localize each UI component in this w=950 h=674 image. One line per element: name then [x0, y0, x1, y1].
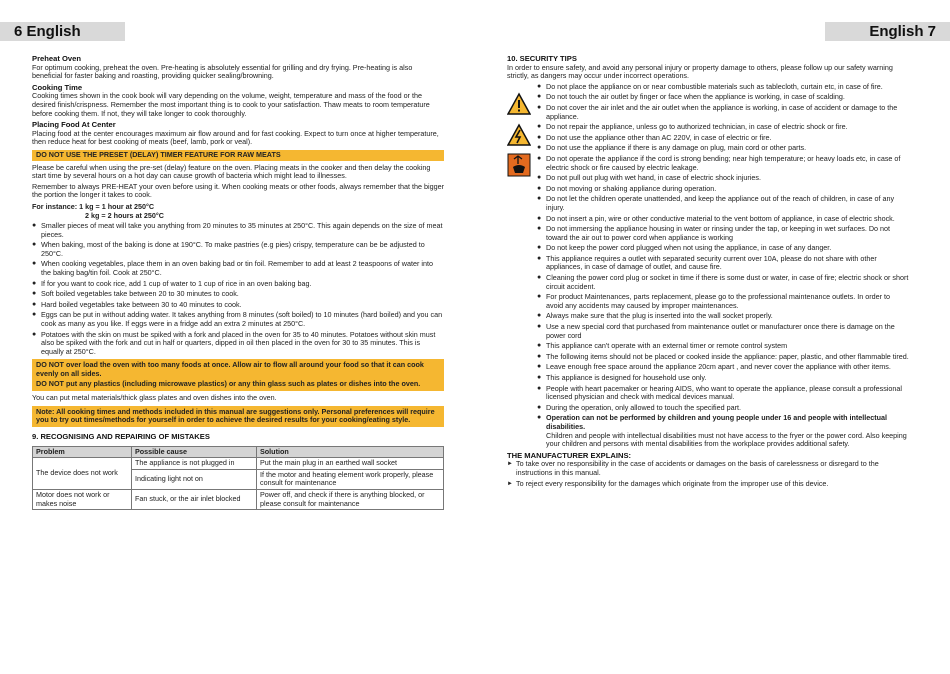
preset-timer-warning: DO NOT USE THE PRESET (DELAY) TIMER FEATURE FOR RAW MEATS [32, 150, 444, 161]
cooking-bullet-list [32, 222, 444, 356]
list-item: ● People with heart pacemaker or hearing AIDS, who want to operate the appliance, please consult a professional licensed physician and check with medical devices manual. [537, 385, 909, 402]
instance-block [32, 203, 444, 220]
column-header-problem: Problem [33, 446, 132, 458]
bold-tip-detail: Children and people with intellectual disabilities must not have access to the fryer or the power cord. Also keeping your children and persons with mental disabilities from the workplace provides additional safety. [546, 430, 907, 449]
list-item: ● Do not let the children operate unattended, and keep the appliance out of the reach of children, in case of any injury. [537, 195, 909, 212]
list-item: ● Do not repair the appliance, unless go to authorized technician, in case of electric shock or fire. [537, 123, 909, 132]
list-item: ► To take over no responsibility in the case of accidents or damages on the basis of carelessness or disregard to the instructions in this manual. [507, 460, 909, 477]
remember-text: Remember to always PRE-HEAT your oven before using it. When cooking meats or other foods, always remember that the bigger the portion the longer it takes to cook. [32, 181, 445, 200]
table-header-row [33, 446, 444, 458]
warning-triangle-icon [507, 92, 531, 116]
cooking-time-heading: Cooking Time [32, 82, 83, 92]
preheat-text: For optimum cooking, preheat the oven. Pre-heating is absolutely essential for grilling and dry frying. Pre-heating is also beneficial for faster baking and roasting, providing quicker sealing/browning. [32, 62, 413, 81]
column-header-cause: Possible cause [132, 446, 257, 458]
solution-cell: Put the main plug in an earthed wall socket [257, 458, 444, 470]
security-tips-list [537, 83, 909, 449]
overload-warning-box [32, 359, 444, 391]
list-item: ● This appliance requires a outlet with separated security current over 10A, please do not share with other appliances, in case of damage of outlet, and cause fire. [537, 255, 909, 272]
list-item: ● Soft boiled vegetables take between 20 to 30 minutes to cook. [32, 290, 444, 299]
cause-cell: The appliance is not plugged in [132, 458, 257, 470]
right-column [507, 52, 909, 490]
list-item: ● Smaller pieces of meat will take you anything from 20 minutes to 35 minutes at 250°C. This again depends on the size of meat pieces. [32, 222, 444, 239]
list-item: ● Do not operate the appliance if the cord is strong bending; near high temperature; or heavy loads etc, in case of electric shock or fire caused by electric leakage. [537, 155, 909, 172]
list-item: ► To reject every responsibility for the damages which originate from the improper use of this device. [507, 480, 909, 489]
cause-cell: Fan stuck, or the air inlet blocked [132, 489, 257, 509]
list-item: ● Do not moving or shaking appliance during operation. [537, 185, 909, 194]
list-item: ● For product Maintenances, parts replacement, please go to the professional maintenance outlets. In order to avoid any accidents may caused by improper maintenances. [537, 293, 909, 310]
list-item: ● The following items should not be placed or cooked inside the appliance: paper, plastic, and other flammable tired. [537, 353, 909, 362]
list-item: ● Cleaning the power cord plug or socket in time if there is some dust or water, in case of fire; electric shock or short circuit accident. [537, 274, 909, 291]
list-item: ● This appliance can't operate with an external timer or remote control system [537, 342, 909, 351]
list-item: ● Do not place the appliance on or near combustible materials such as tablecloth, curtain etc, in case of fire. [537, 83, 909, 92]
instance-line-1: For instance: 1 kg = 1 hour at 250°C [32, 201, 155, 211]
list-item: ● Do not immersing the appliance housing in water or rinsing under the tap, or keeping in wet surfaces. Do not toward the air out to power cord when appliance is working [537, 225, 909, 242]
column-header-solution: Solution [257, 446, 444, 458]
careful-text: Please be careful when using the pre-set (delay) feature on the oven. Placing meats in the cooker and then delay the cooking start time by several hours on a hot day can cause growth of bacteria which might lead to illnesses. [32, 162, 431, 181]
note-box: Note: All cooking times and methods included in this manual are suggestions only. Personal preferences will require you to try out times/methods for yourself in order to achieve the desired results for your cooking/eating style. [32, 406, 444, 427]
list-item: ● When baking, most of the baking is done at 190°C. To make pastries (e.g pies) crispy, temperature can be be adjusted to 250°C. [32, 241, 444, 258]
solution-cell: Power off, and check if there is anything blocked, or please consult for maintenance [257, 489, 444, 509]
placing-heading: Placing Food At Center [32, 120, 116, 130]
list-item: ● Always make sure that the plug is inserted into the wall socket properly. [537, 312, 909, 321]
solution-cell: If the motor and heating element work properly, please consult for maintenance [257, 469, 444, 489]
problem-cell: The device does not work [33, 458, 132, 490]
list-item: ● Potatoes with the skin on must be spiked with a fork and placed in the oven for 35 to 40 minutes. Potatoes without skin must also be spiked with the fork and cut in half or quarters, dipped in oil then placed in the oven for 30 to 35 minutes. This is equally at 250°C. [32, 331, 444, 357]
page-header-right: English 7 [825, 22, 950, 41]
list-item [537, 414, 909, 448]
table-row [33, 489, 444, 509]
cause-cell: Indicating light not on [132, 469, 257, 489]
list-item: ● Do not keep the power cord plugged when not using the appliance, in case of any danger. [537, 244, 909, 253]
manufacturer-heading: THE MANUFACTURER EXPLAINS: [507, 450, 632, 460]
problem-cell: Motor does not work or makes noise [33, 489, 132, 509]
electric-shock-icon [507, 123, 531, 147]
fragile-package-icon [507, 153, 531, 177]
mistakes-heading: 9. RECOGNISING AND REPAIRING OF MISTAKES [32, 431, 210, 441]
metal-note: You can put metal materials/thick glass plates and oven dishes into the oven. [32, 393, 277, 403]
security-heading: 10. SECURITY TIPS [507, 54, 577, 63]
list-item: ● Do not pull out plug with wet hand, in case of electric shock injuries. [537, 174, 909, 183]
preheat-heading: Preheat Oven [32, 54, 81, 63]
list-item: ● Leave enough free space around the appliance 20cm apart , and never cover the appliance with other items. [537, 363, 909, 372]
instance-line-2: 2 kg = 2 hours at 250°C [85, 210, 164, 220]
list-item: ● Eggs can be put in without adding water. It takes anything from 8 minutes (soft boiled) to 10 minutes (hard boiled) and you can cook as many as you like. If eggs were in a fridge add an extra 2 minutes at 250°C. [32, 311, 444, 328]
left-column [32, 52, 444, 510]
list-item: ● Hard boiled vegetables take between 30 to 40 minutes to cook. [32, 301, 444, 310]
list-item: ● Do not cover the air inlet and the air outlet when the appliance is working, in case of accident or damage to the appliance. [537, 104, 909, 121]
list-item: ● Do not use the appliance if there is any damage on plug, main cord or other parts. [537, 144, 909, 153]
list-item: ● If for you want to cook rice, add 1 cup of water to 1 cup of rice in an oven baking bag. [32, 280, 444, 289]
cooking-time-text: Cooking times shown in the cook book will vary depending on the volume, weight, temperature and mass of the food or the desired finish/crispness. Remember the most important thing is to cook to your satisfaction. Thaw meats to room temperature before cooking them. If not, they will take longer to cook thoroughly. [32, 91, 430, 118]
security-intro: In order to ensure safety, and avoid any personal injury or property damage to others, please follow up our safety warning strictly, as dangers may occur under incorrect operations. [507, 62, 893, 81]
plastics-warning-text: DO NOT put any plastics (including microwave plastics) or any thin glass such as plates or dishes into the oven. [36, 378, 421, 388]
list-item: ● Use a new special cord that purchased from maintenance outlet or manufacturer once there is damage on the power cord [537, 323, 909, 340]
list-item: ● Do not touch the air outlet by finger or face when the appliance is working, in case of scalding. [537, 93, 909, 102]
table-row [33, 458, 444, 470]
bold-tip: ● Operation can not be performed by children and young people under 16 and people with intellectual disabilities. [546, 413, 888, 431]
list-item: ● Do not insert a pin, wire or other conductive material to the vent bottom of appliance, in case of electric shock. [537, 215, 909, 224]
list-item: ● Do not use the appliance other than AC 220V, in case of electric or fire. [537, 134, 909, 143]
placing-text: Placing food at the center encourages maximum air flow around and for fast cooking. Expect to turn once at higher temperature, then reduce heat for best cooking of meats (beef, lamb, pork or veal). [32, 128, 439, 147]
list-item: ● This appliance is designed for household use only. [537, 374, 909, 383]
list-item: ● During the operation, only allowed to touch the specified part. [537, 404, 909, 413]
mistakes-table [32, 446, 444, 511]
list-item: ● When cooking vegetables, place them in an oven baking bad or tin foil. Remember to add at least 2 teaspoons of water into the baking bag/tin foil. Cook at 250°C. [32, 260, 444, 277]
overload-warning-text: DO NOT over load the oven with too many foods at once. Allow air to flow all around your food so that it can cook evenly on all sides. [36, 360, 424, 378]
page-header-left: 6 English [0, 22, 125, 41]
warning-icons [507, 92, 533, 184]
